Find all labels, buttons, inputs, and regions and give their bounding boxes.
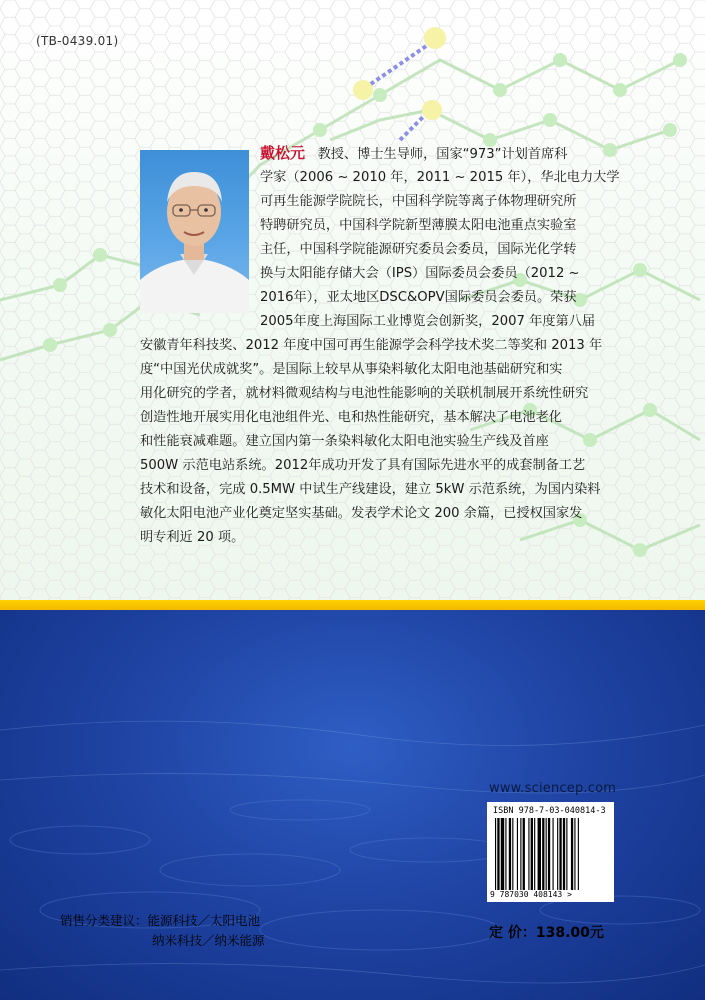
barcode-bar <box>520 818 521 890</box>
barcode-bar <box>542 818 544 890</box>
barcode-bar <box>559 818 561 890</box>
barcode-bars <box>495 818 606 890</box>
publisher-url: www.sciencep.com <box>489 781 617 796</box>
bio-line: 2016年），亚太地区DSC&OPV国际委员会委员。荣获 <box>260 290 577 305</box>
barcode-bar <box>563 818 565 890</box>
bio-line: 用化研究的学者，就材料微观结构与电池性能影响的关联机制展开系统性研究 <box>140 386 589 401</box>
bio-line: 明专利近 20 项。 <box>140 530 245 545</box>
bio-line: 可再生能源学院院长，中国科学院等离子体物理研究所 <box>260 194 577 209</box>
barcode-bar <box>531 818 533 890</box>
author-name: 戴松元 <box>260 144 306 162</box>
barcode-bar <box>512 818 513 890</box>
bio-line: 学家（2006 ~ 2010 年，2011 ~ 2015 年），华北电力大学 <box>260 170 620 185</box>
barcode-bar <box>578 818 579 890</box>
author-bio-text: 教授、博士生导师，国家“973”计划首席科 <box>317 147 568 162</box>
barcode-bar <box>517 818 518 890</box>
book-code: (TB-0439.01) <box>36 34 119 48</box>
bio-line: 换与太阳能存储大会（IPS）国际委员会委员（2012 ~ <box>260 266 580 281</box>
barcode-bar <box>574 818 575 890</box>
barcode-bar <box>548 818 550 890</box>
bio-line: 500W 示范电站系统。2012年成功开发了具有国际先进水平的成套制备工艺 <box>140 458 586 473</box>
barcode-bar <box>523 818 525 890</box>
barcode-digits: 9 787030 408143 > <box>490 890 572 899</box>
barcode-bar <box>546 818 547 890</box>
author-photo <box>140 150 249 313</box>
bio-line: 和性能衰减难题。建立国内第一条染料敏化太阳电池实验生产线及首座 <box>140 434 549 449</box>
bio-line: 2005年度上海国际工业博览会创新奖，2007 年度第八届 <box>260 314 596 329</box>
bio-line: 特聘研究员，中国科学院新型薄膜太阳电池重点实验室 <box>260 218 577 233</box>
bio-line: 主任，中国科学院能源研究委员会委员，国际光化学转 <box>260 242 577 257</box>
barcode-bar <box>557 818 558 890</box>
author-portrait-drawing <box>140 150 249 313</box>
bio-line: 技术和设备，完成 0.5MW 中试生产线建设，建立 5kW 示范系统，为国内染料 <box>140 482 601 497</box>
bio-line: 安徽青年科技奖、2012 年度中国可再生能源学会科学技术奖二等奖和 2013 年 <box>140 338 603 353</box>
yellow-divider-stripe <box>0 600 705 610</box>
bio-line: 敏化太阳电池产业化奠定坚实基础。发表学术论文 200 余篇，已授权国家发 <box>140 506 583 521</box>
sales-classification <box>60 911 265 951</box>
barcode-bar <box>505 818 506 890</box>
barcode-bar <box>501 818 504 890</box>
barcode-bar <box>553 818 554 890</box>
barcode-bar <box>566 818 567 890</box>
author-bio-first-line <box>260 144 567 164</box>
barcode-bar <box>497 818 499 890</box>
barcode-bar <box>528 818 529 890</box>
sales-line-2: 纳米科技／纳米能源 <box>152 933 265 948</box>
book-price: 定 价：138.00元 <box>489 925 604 941</box>
sales-line-1: 销售分类建议：能源科技／太阳电池 <box>60 913 261 928</box>
bio-line: 度“中国光伏成就奖”。是国际上较早从事染料敏化太阳电池基础研究和实 <box>140 362 563 377</box>
barcode-bar <box>509 818 511 890</box>
isbn-barcode <box>487 802 614 902</box>
barcode-bar <box>534 818 535 890</box>
barcode-bar <box>538 818 541 890</box>
barcode-bar <box>495 818 496 890</box>
bio-line: 创造性地开展实用化电池组件光、电和热性能研究，基本解决了电池老化 <box>140 410 562 425</box>
barcode-bar <box>571 818 573 890</box>
isbn-text: ISBN 978-7-03-040814-3 <box>493 806 606 816</box>
